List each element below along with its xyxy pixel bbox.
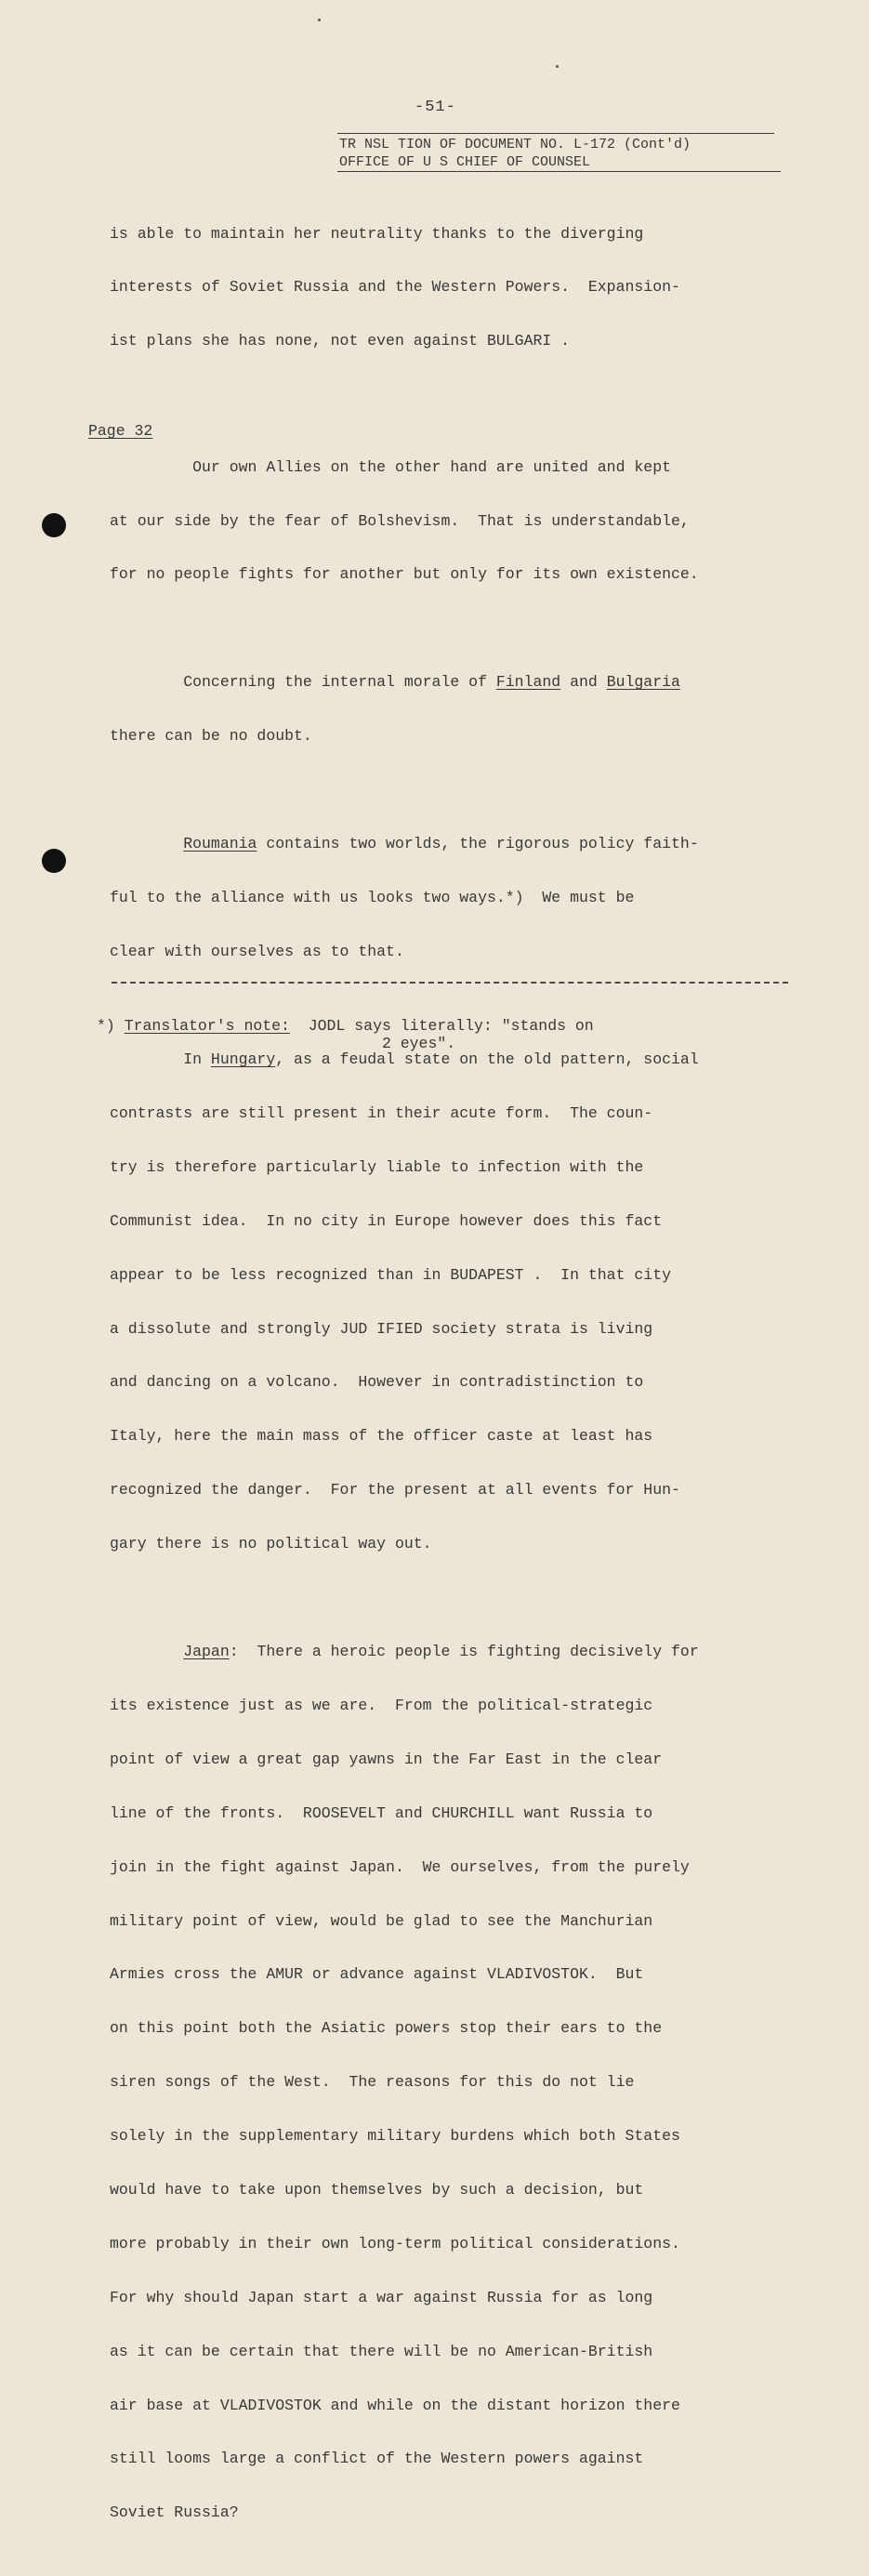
underlined-bulgaria: Bulgaria <box>606 673 680 692</box>
text-line: ist plans she has none, not even against BULGARI . <box>110 332 571 350</box>
text-line: military point of view, would be glad to see the Manchurian <box>110 1911 653 1930</box>
text-span <box>110 835 183 852</box>
text-line: recognized the danger. For the present at all events for Hun- <box>110 1481 680 1499</box>
footnote-text: JODL says literally: "stands on <box>289 1017 594 1035</box>
text-line: still looms large a conflict of the Western powers against <box>110 2450 644 2468</box>
text-line: Italy, here the main mass of the officer caste at least has <box>110 1427 653 1446</box>
text-span: and <box>560 673 607 692</box>
text-line: interests of Soviet Russia and the Western Powers. Expansion- <box>110 278 680 297</box>
text-line: as it can be certain that there will be no American-British <box>110 2342 653 2360</box>
paper-speck <box>556 65 559 68</box>
text-line: its existence just as we are. From the political-strategic <box>110 1696 653 1714</box>
text-line: ful to the alliance with us looks two ways.*) We must be <box>110 889 635 907</box>
punch-hole <box>42 849 66 873</box>
underlined-roumania: Roumania <box>183 835 257 853</box>
text-line: on this point both the Asiatic powers stop their ears to the <box>110 2019 663 2038</box>
footnote-marker: *) <box>97 1017 125 1035</box>
paragraph-hungary <box>110 1014 816 1589</box>
underlined-japan: Japan <box>183 1643 230 1661</box>
text-line: appear to be less recognized than in BUDAPEST . In that city <box>110 1265 671 1284</box>
text-span: In <box>110 1050 211 1069</box>
header-office: OFFICE OF U S CHIEF OF COUNSEL <box>339 154 591 170</box>
document-body <box>88 189 816 2576</box>
text-span <box>110 1643 183 1660</box>
paragraph-allies <box>88 404 816 620</box>
paper-speck <box>318 19 321 21</box>
text-line: would have to take upon themselves by such a decision, but <box>110 2180 644 2199</box>
text-line: point of view a great gap yawns in the Far East in the clear <box>110 1750 663 1768</box>
text-span: contains two worlds, the rigorous policy faith- <box>257 835 699 853</box>
text-line: try is therefore particularly liable to infection with the <box>110 1157 644 1176</box>
text-span: , as a feudal state on the old pattern, social <box>275 1050 699 1069</box>
page-reference: Page 32 <box>88 422 153 441</box>
header-bottom-rule <box>337 171 781 172</box>
paragraph-finland-bulgaria <box>110 638 816 781</box>
text-line: clear with ourselves as to that. <box>110 943 404 961</box>
document-header <box>339 136 781 171</box>
underlined-finland: Finland <box>495 673 561 692</box>
text-line: air base at VLADIVOSTOK and while on the distant horizon there <box>110 2396 680 2414</box>
text-line: For why should Japan start a war against Russia for as long <box>110 2288 653 2306</box>
text-line: a dissolute and strongly JUD IFIED society strata is living <box>110 1319 653 1338</box>
text-line: siren songs of the West. The reasons for this do not lie <box>110 2073 635 2092</box>
header-top-rule <box>337 133 774 134</box>
text-span: Concerning the internal morale of <box>110 673 496 692</box>
text-line: for no people fights for another but only for its own existence. <box>110 565 699 584</box>
text-line: at our side by the fear of Bolshevism. That is understandable, <box>110 511 690 530</box>
footnote-separator <box>112 982 788 984</box>
text-line: and dancing on a volcano. However in contradistinction to <box>110 1373 644 1392</box>
text-line: there can be no doubt. <box>110 727 312 746</box>
text-line: Soviet Russia? <box>110 2503 239 2522</box>
footnote-label: Translator's note: <box>124 1017 290 1035</box>
punch-hole <box>42 513 66 537</box>
text-span: : There a heroic people is fighting decisively for <box>229 1643 699 1661</box>
footnote <box>97 1017 803 1052</box>
text-line: gary there is no political way out. <box>110 1535 432 1553</box>
text-line: contrasts are still present in their acute form. The coun- <box>110 1103 653 1122</box>
page-number: -51- <box>415 99 456 116</box>
paragraph-japan <box>110 1606 816 2557</box>
text-line: Armies cross the AMUR or advance against VLADIVOSTOK. But <box>110 1965 644 1984</box>
footnote-text: 2 eyes". <box>97 1035 456 1052</box>
text-line: join in the fight against Japan. We ourselves, from the purely <box>110 1857 690 1876</box>
header-title: TR NSL TION OF DOCUMENT NO. L-172 (Cont'd) <box>339 137 691 152</box>
text-line: more probably in their own long-term political considerations. <box>110 2234 680 2252</box>
text-line: Communist idea. In no city in Europe however does this fact <box>110 1211 663 1230</box>
paragraph-neutrality <box>110 189 816 386</box>
paragraph-roumania <box>110 799 816 997</box>
text-line: line of the fronts. ROOSEVELT and CHURCHILL want Russia to <box>110 1803 653 1822</box>
text-line: Our own Allies on the other hand are united and kept <box>110 457 671 476</box>
text-line: solely in the supplementary military burdens which both States <box>110 2127 680 2146</box>
underlined-hungary: Hungary <box>210 1050 276 1069</box>
text-line: is able to maintain her neutrality thanks to the diverging <box>110 224 644 243</box>
